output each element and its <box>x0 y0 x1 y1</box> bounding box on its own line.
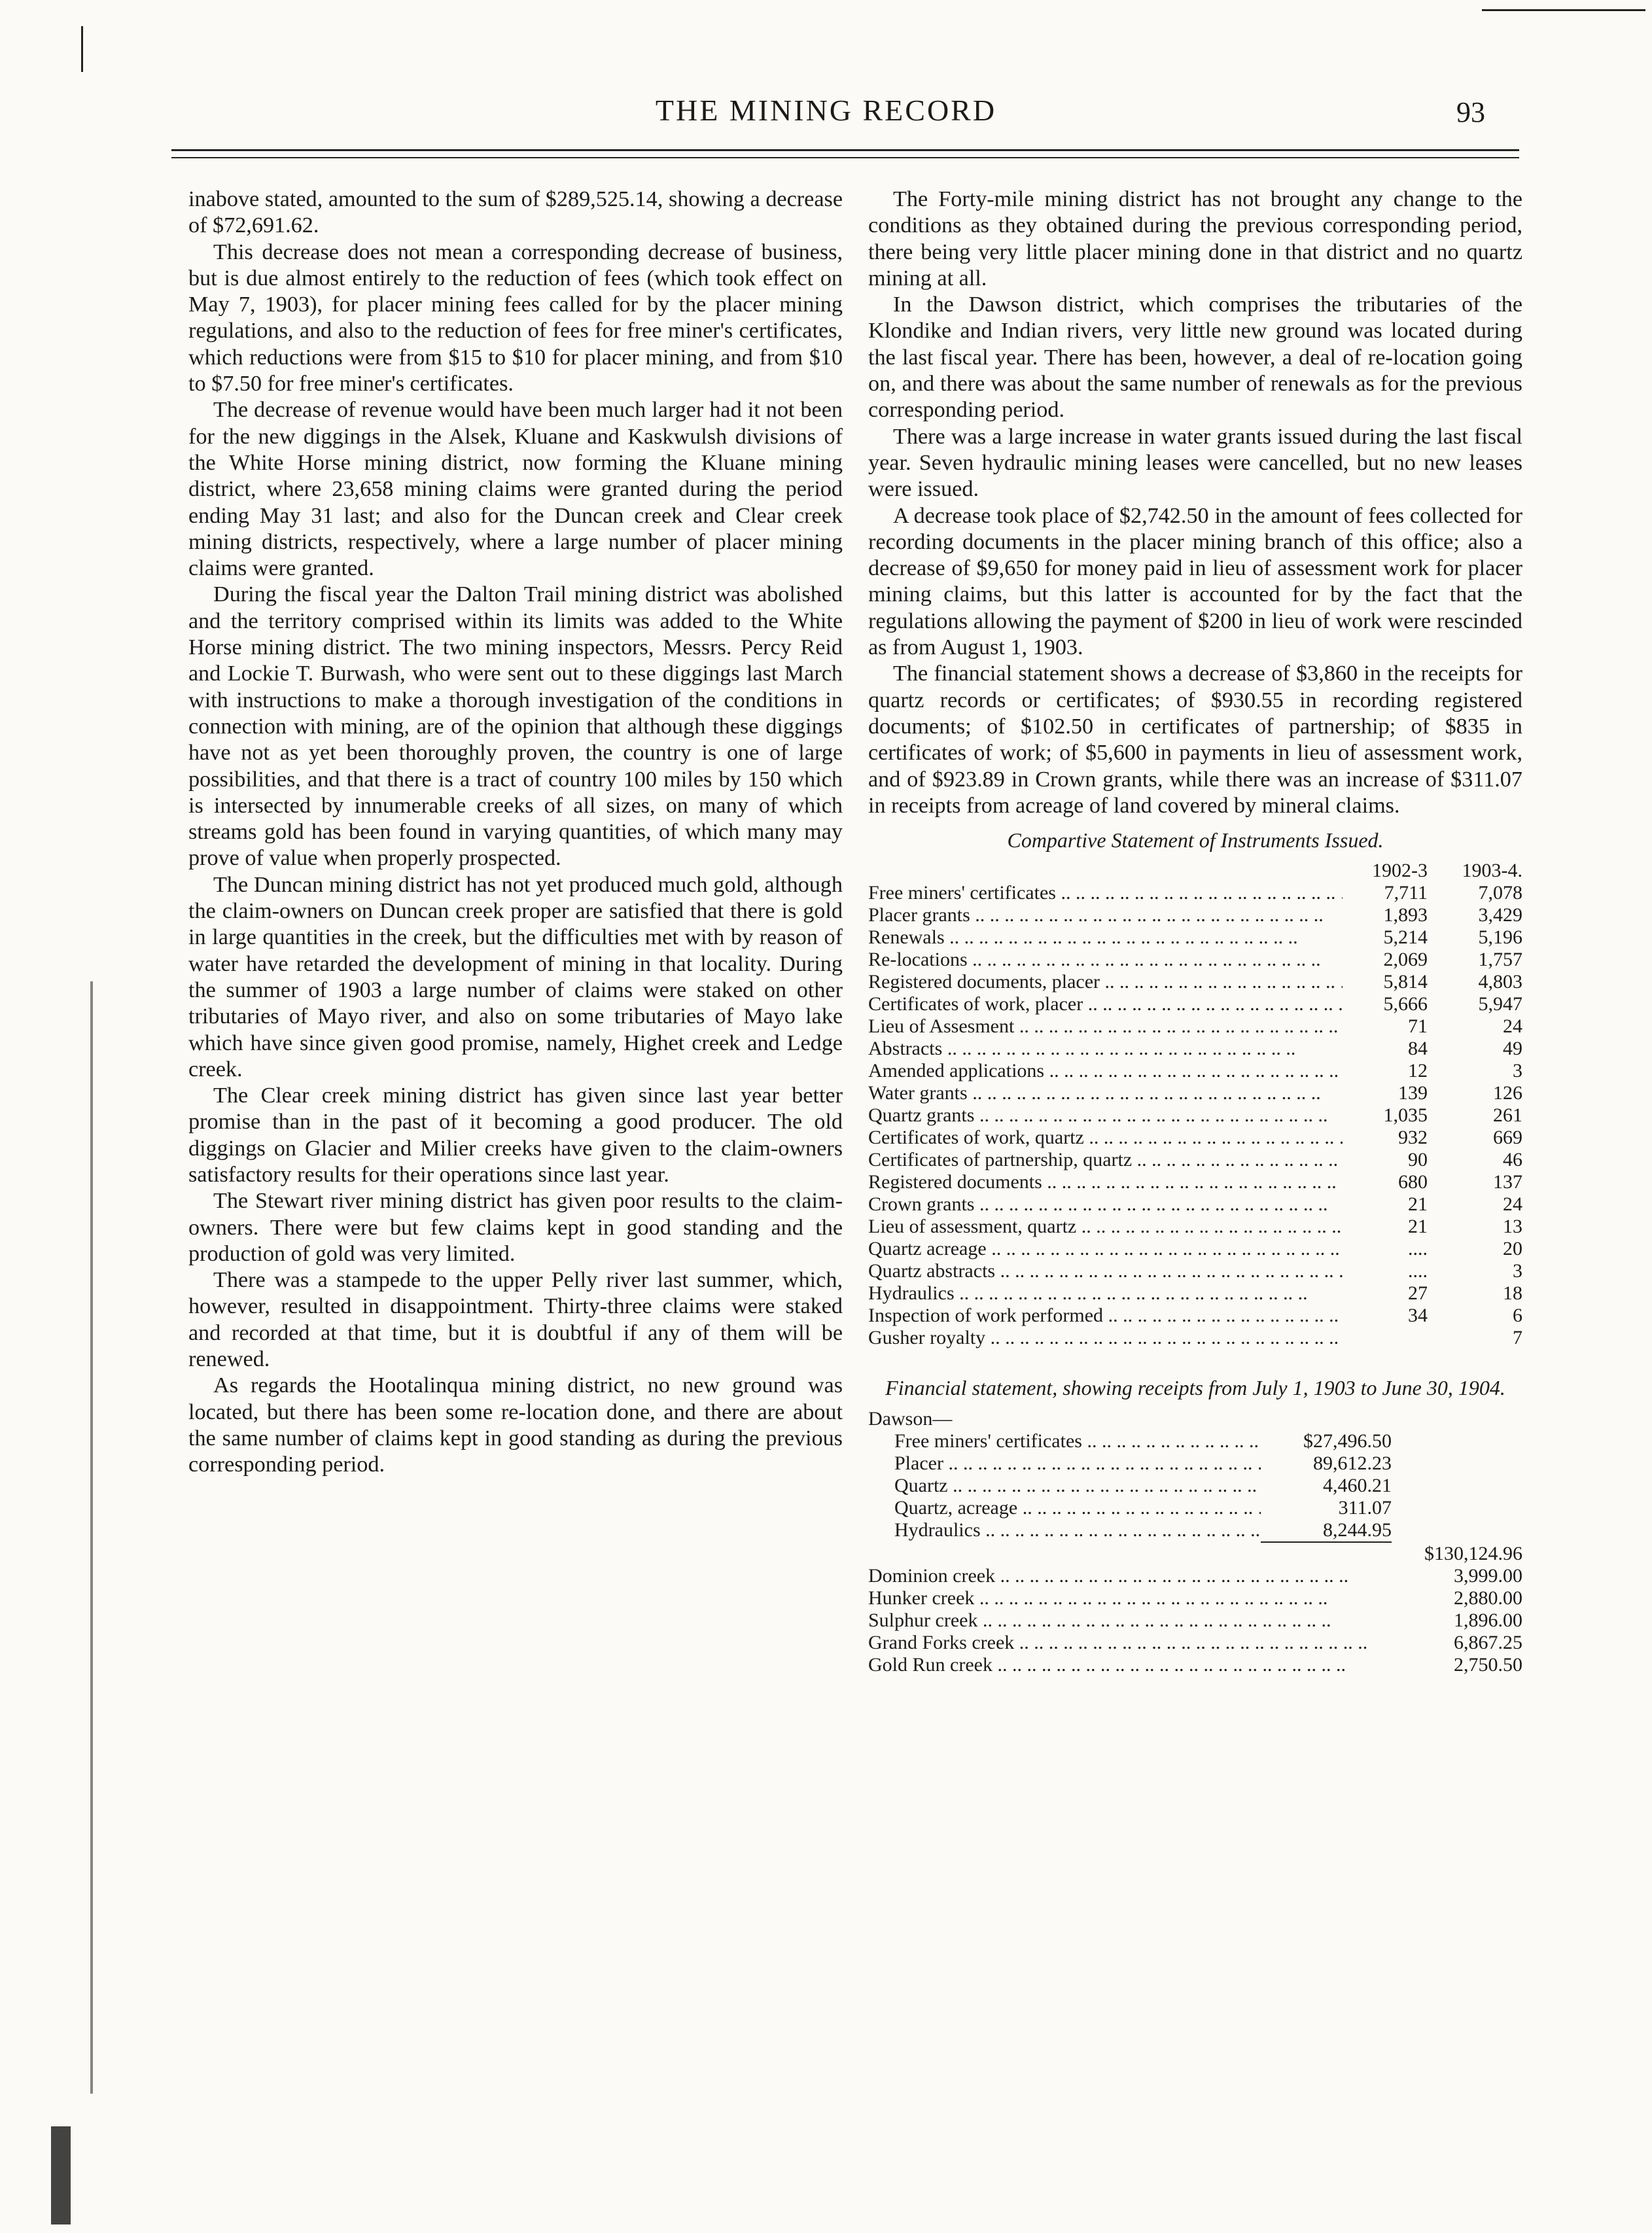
paragraph: This decrease does not mean a corresponding decrease of business, but is due almost entirely to the reduction of fees (which took effect on May 7, 1903), for placer mining fees called for by the placer mining regulations, and also to the reduction of fees for free miner's certificates, which reductions were from $15 to $10 for placer mining, and from $10 to $7.50 for free miner's certificates. <box>188 239 843 396</box>
row-label: Free miners' certificates .. .. <box>868 882 1343 904</box>
instruments-table-title: Compartive Statement of Instruments Issued. <box>1007 828 1384 853</box>
value-1902-3: 139 <box>1398 1082 1428 1104</box>
table-row <box>868 882 1522 904</box>
table-row <box>868 1260 1522 1282</box>
table-row <box>868 993 1522 1015</box>
value-1903-4: 6 <box>1513 1305 1522 1327</box>
row-amount: 2,750.50 <box>1454 1654 1522 1676</box>
paragraph: The decrease of revenue would have been much larger had it not been for the new diggings in the Alsek, Kluane and Kaskwulsh divisions of the White Horse mining district, now forming the Kluane mining district, where 23,658 mining claims were granted during the period ending May 31 last; and also for the Duncan creek and Clear creek mining districts, respectively, where a large number of placer mining claims were granted. <box>188 398 843 581</box>
table-row <box>868 1282 1522 1305</box>
table-row <box>868 1238 1522 1260</box>
paragraph: The Forty-mile mining district has not brought any change to the conditions as they obtained during the previous corresponding period, there being very little placer mining done in that district and no quartz mining at all. <box>868 187 1522 290</box>
row-label: Certificates of work, placer .. .. <box>868 993 1343 1015</box>
row-label: Placer grants .. .. <box>868 904 1343 926</box>
financial-row <box>868 1475 1522 1497</box>
dawson-items <box>868 1430 1522 1541</box>
value-1903-4: 669 <box>1493 1127 1522 1149</box>
value-1902-3: 71 <box>1408 1015 1428 1038</box>
paragraph: A decrease took place of $2,742.50 in the amount of fees collected for recording documents in the placer mining branch of this office; also a decrease of $9,650 for money paid in lieu of assessment work for placer mining claims, but this latter is accounted for by the fact that the regulations allowing the payment of $200 in lieu of work were rescinded as from August 1, 1903. <box>868 503 1522 660</box>
paragraph: inabove stated, amounted to the sum of $289,525.14, showing a decrease of $72,691.62. <box>188 187 843 238</box>
row-label: Grand Forks creek .. .. <box>868 1632 1392 1654</box>
value-1903-4: 261 <box>1493 1104 1522 1127</box>
row-label: Quartz grants .. .. <box>868 1104 1343 1127</box>
financial-statement <box>868 1408 1522 1676</box>
row-label: Inspection of work performed .. .. <box>868 1305 1343 1327</box>
value-1902-3: 21 <box>1408 1193 1428 1216</box>
row-label: Free miners' certificates .. .. <box>868 1430 1261 1452</box>
scan-top-line <box>1482 9 1645 11</box>
row-label: Placer .. .. <box>868 1452 1261 1475</box>
row-label: Lieu of Assesment .. .. <box>868 1015 1343 1038</box>
value-1902-3: 5,814 <box>1383 971 1428 993</box>
table-row <box>868 949 1522 971</box>
row-label: Lieu of assessment, quartz .. .. <box>868 1216 1343 1238</box>
financial-row <box>868 1632 1522 1654</box>
value-1902-3 <box>1343 1327 1428 1349</box>
financial-row <box>868 1609 1522 1632</box>
row-label: Gold Run creek .. .. <box>868 1654 1392 1676</box>
paragraph: There was a stampede to the upper Pelly river last summer, which, however, resulted in disappointment. Thirty-three claims were staked and recorded at that time, but it is doubtful if any of them will be renewed. <box>188 1268 843 1372</box>
page-title: THE MINING RECORD <box>655 94 997 127</box>
table-row <box>868 971 1522 993</box>
value-1903-4: 24 <box>1503 1015 1522 1038</box>
financial-row <box>868 1519 1522 1541</box>
creek-items <box>868 1565 1522 1676</box>
scan-margin-mark <box>81 26 83 72</box>
value-1903-4: 13 <box>1503 1216 1522 1238</box>
financial-row <box>868 1565 1522 1587</box>
row-amount: 89,612.23 <box>1313 1452 1392 1475</box>
value-1903-4: 7 <box>1513 1327 1522 1349</box>
value-1903-4: 24 <box>1503 1193 1522 1216</box>
paragraph: In the Dawson district, which comprises the tributaries of the Klondike and Indian rivers, very little new ground was located during the last fiscal year. There has been, however, a deal of re-location going on, and there was about the same number of renewals as for the previous corresponding period. <box>868 292 1522 423</box>
left-column <box>188 186 843 1479</box>
value-1902-3: 27 <box>1408 1282 1428 1305</box>
table-row <box>868 1082 1522 1104</box>
row-label: Certificates of work, quartz .. .. <box>868 1127 1343 1149</box>
value-1903-4: 3 <box>1513 1060 1522 1082</box>
header-rule <box>171 157 1519 158</box>
dawson-total-row <box>868 1543 1522 1565</box>
paragraph: As regards the Hootalinqua mining district, no new ground was located, but there has been some re-location done, and there are about the same number of claims kept in good standing as during the previous corresponding period. <box>188 1373 843 1477</box>
value-1902-3: 7,711 <box>1384 882 1428 904</box>
value-1903-4: 46 <box>1503 1149 1522 1171</box>
table-row <box>868 1015 1522 1038</box>
value-1902-3: 5,666 <box>1383 993 1428 1015</box>
value-1903-4: 5,947 <box>1478 993 1522 1015</box>
value-1902-3: 21 <box>1408 1216 1428 1238</box>
group-label: Dawson— <box>868 1408 953 1430</box>
financial-statement-title: Financial statement, showing receipts from July 1, 1903 to June 30, 1904. <box>885 1376 1505 1400</box>
row-amount: 311.07 <box>1338 1497 1392 1519</box>
value-1903-4: 49 <box>1503 1038 1522 1060</box>
row-label: Quartz abstracts .. .. <box>868 1260 1343 1282</box>
scan-margin-mark <box>90 981 93 2094</box>
row-label: Amended applications .. .. <box>868 1060 1343 1082</box>
column-header: 1902-3 <box>1372 860 1428 882</box>
value-1902-3: .... <box>1408 1238 1428 1260</box>
paragraph: The financial statement shows a decrease of $3,860 in the receipts for quartz records or certificates; of $930.55 in recording registered documents; of $102.50 in certificates of partnership; of $835 in certificates of work; of $5,600 in payments in lieu of assessment work, and of $923.89 in Crown grants, while there was an increase of $311.07 in receipts from acreage of land covered by mineral claims. <box>868 661 1522 818</box>
row-label: Crown grants .. .. <box>868 1193 1343 1216</box>
table-row <box>868 1305 1522 1327</box>
page-number: 93 <box>1456 96 1485 128</box>
value-1902-3: 5,214 <box>1383 926 1428 949</box>
value-1903-4: 18 <box>1503 1282 1522 1305</box>
table-row <box>868 1127 1522 1149</box>
paragraph: The Clear creek mining district has given since last year better promise than in the past of it becoming a good producer. The old diggings on Glacier and Milier creeks have given to the claim-owners satisfactory results for their operations since last year. <box>188 1083 843 1187</box>
table-row <box>868 1060 1522 1082</box>
value-1903-4: 3,429 <box>1478 904 1522 926</box>
row-amount: 3,999.00 <box>1454 1565 1522 1587</box>
value-1902-3: 12 <box>1408 1060 1428 1082</box>
row-amount: 2,880.00 <box>1454 1587 1522 1609</box>
table-row <box>868 1104 1522 1127</box>
row-amount: 6,867.25 <box>1454 1632 1522 1654</box>
row-label: Water grants .. .. <box>868 1082 1343 1104</box>
row-amount: 8,244.95 <box>1323 1519 1392 1541</box>
financial-row <box>868 1654 1522 1676</box>
paragraph: The Duncan mining district has not yet produced much gold, although the claim-owners on Duncan creek proper are satisfied that there is gold in large quantities in the creek, but the difficulties met with by reason of water have retarded the development of mining in that locality. During the summer of 1903 a large number of claims were staked on other tributaries of Mayo river, and also on some tributaries of Mayo lake which have since given good promise, namely, Highet creek and Ledge creek. <box>188 872 843 1081</box>
value-1902-3: 34 <box>1408 1305 1428 1327</box>
value-1903-4: 5,196 <box>1478 926 1522 949</box>
value-1902-3: 1,893 <box>1383 904 1428 926</box>
paragraph: The Stewart river mining district has given poor results to the claim-owners. There were but few claims kept in good standing and the production of gold was very limited. <box>188 1189 843 1266</box>
table-row <box>868 1193 1522 1216</box>
table-row <box>868 1171 1522 1193</box>
row-amount: $27,496.50 <box>1303 1430 1392 1452</box>
row-label: Sulphur creek .. .. <box>868 1609 1392 1632</box>
scan-margin-mark <box>51 2126 71 2224</box>
table-row <box>868 1038 1522 1060</box>
row-label: Hydraulics .. .. <box>868 1519 1261 1541</box>
table-row <box>868 1216 1522 1238</box>
row-label: Certificates of partnership, quartz .. .. <box>868 1149 1343 1171</box>
row-label: Hydraulics .. .. <box>868 1282 1343 1305</box>
table-body <box>868 882 1522 1349</box>
row-label: Quartz .. .. <box>868 1475 1261 1497</box>
table-row <box>868 926 1522 949</box>
row-label: Registered documents, placer .. .. <box>868 971 1343 993</box>
row-label: Gusher royalty .. .. <box>868 1327 1343 1349</box>
value-1903-4: 4,803 <box>1478 971 1522 993</box>
value-1903-4: 20 <box>1503 1238 1522 1260</box>
financial-row <box>868 1452 1522 1475</box>
value-1903-4: 126 <box>1493 1082 1522 1104</box>
table-row <box>868 904 1522 926</box>
table-row <box>868 1149 1522 1171</box>
value-1902-3: 932 <box>1398 1127 1428 1149</box>
row-label: Re-locations .. .. <box>868 949 1343 971</box>
table-row <box>868 1327 1522 1349</box>
header-rule <box>171 149 1519 151</box>
value-1903-4: 3 <box>1513 1260 1522 1282</box>
row-label: Abstracts .. .. <box>868 1038 1343 1060</box>
value-1902-3: 2,069 <box>1383 949 1428 971</box>
row-amount: 4,460.21 <box>1323 1475 1392 1497</box>
row-label: Hunker creek .. .. <box>868 1587 1392 1609</box>
value-1902-3: 680 <box>1398 1171 1428 1193</box>
row-label: Quartz, acreage .. .. <box>868 1497 1261 1519</box>
dawson-total: $130,124.96 <box>1424 1543 1522 1565</box>
table-header <box>868 860 1522 882</box>
financial-row <box>868 1587 1522 1609</box>
row-label: Dominion creek .. .. <box>868 1565 1392 1587</box>
value-1903-4: 7,078 <box>1478 882 1522 904</box>
paragraph: During the fiscal year the Dalton Trail mining district was abolished and the territory comprised within its limits was added to the White Horse mining district. The two mining inspectors, Messrs. Percy Reid and Lockie T. Burwash, who were sent out to these diggings last March with instructions to make a thorough investigation of the conditions in connection with mining, are of the opinion that although these diggings have not as yet been thoroughly proven, the country is one of large possibilities, and that there is a tract of country 100 miles by 150 which is intersected by innumerable creeks of all sizes, on many of which streams gold has been found in varying quantities, of which many may prove of value when properly prospected. <box>188 582 843 871</box>
row-amount: 1,896.00 <box>1454 1609 1522 1632</box>
financial-row <box>868 1430 1522 1452</box>
value-1902-3: .... <box>1408 1260 1428 1282</box>
row-label: Quartz acreage .. .. <box>868 1238 1343 1260</box>
value-1902-3: 90 <box>1408 1149 1428 1171</box>
row-label: Registered documents .. .. <box>868 1171 1343 1193</box>
right-column <box>868 186 1522 1676</box>
value-1902-3: 1,035 <box>1383 1104 1428 1127</box>
value-1902-3: 84 <box>1408 1038 1428 1060</box>
instruments-table <box>868 860 1522 1349</box>
column-header: 1903-4. <box>1462 860 1522 882</box>
financial-row <box>868 1497 1522 1519</box>
value-1903-4: 137 <box>1493 1171 1522 1193</box>
value-1903-4: 1,757 <box>1478 949 1522 971</box>
row-label: Renewals .. .. <box>868 926 1343 949</box>
paragraph: There was a large increase in water grants issued during the last fiscal year. Seven hydraulic mining leases were cancelled, but no new leases were issued. <box>868 424 1522 502</box>
